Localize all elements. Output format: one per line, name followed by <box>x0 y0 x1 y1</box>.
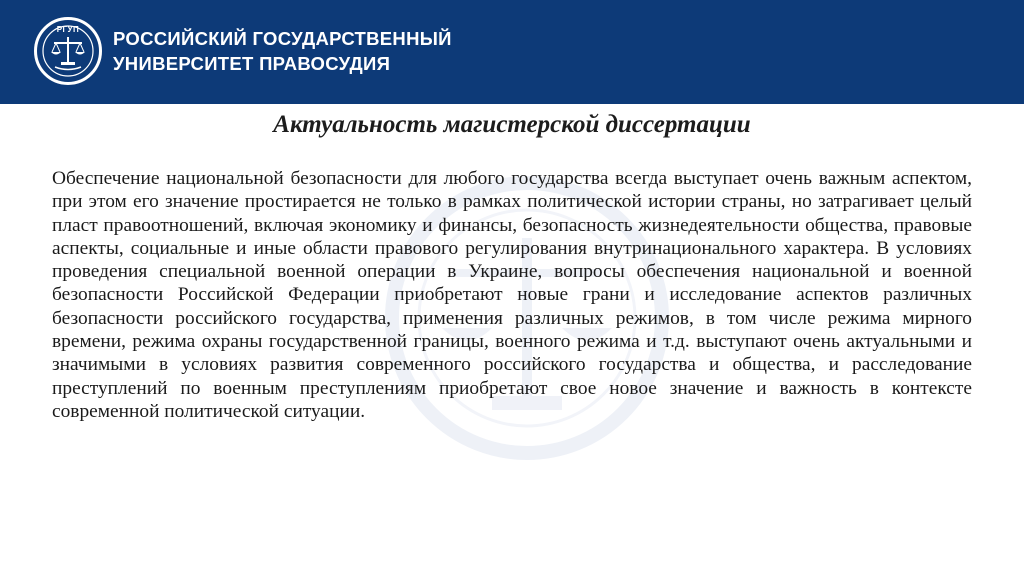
university-logo <box>34 17 102 85</box>
slide-paragraph: Обеспечение национальной безопасности для любого государства всегда выступает очень важным аспектом, при этом его значение простирается не только в рамках политической истории страны, но затрагивает целый пласт правоотношений, включая экономику и финансы, безопасность жизнедеятельности общества, правовые аспекты, социальные и иные области правового регулирования внутринационального характера. В условиях проведения специальной военной операции в Украине, вопросы обеспечения национальной и военной безопасности Российской Федерации приобретают новые грани и исследование аспектов различных безопасности российского государства, применения различных режимов, в том числе режима мирного времени, режима охраны государственной границы, военного режима и т.д. выступают очень актуальными и значимыми в условиях развития современного российского государства и общества, и расследование преступлений по военным преступлениям приобретают свое новое значение и важность в контексте современной политической ситуации. <box>52 168 972 422</box>
logo-abbreviation: РГУП <box>56 25 80 34</box>
university-name-line-1: РОССИЙСКИЙ ГОСУДАРСТВЕННЫЙ <box>113 28 452 49</box>
header-bar <box>0 0 1024 104</box>
university-name-line-2: УНИВЕРСИТЕТ ПРАВОСУДИЯ <box>113 53 391 74</box>
university-name <box>113 26 452 76</box>
slide-title: Актуальность магистерской диссертации <box>273 111 751 138</box>
